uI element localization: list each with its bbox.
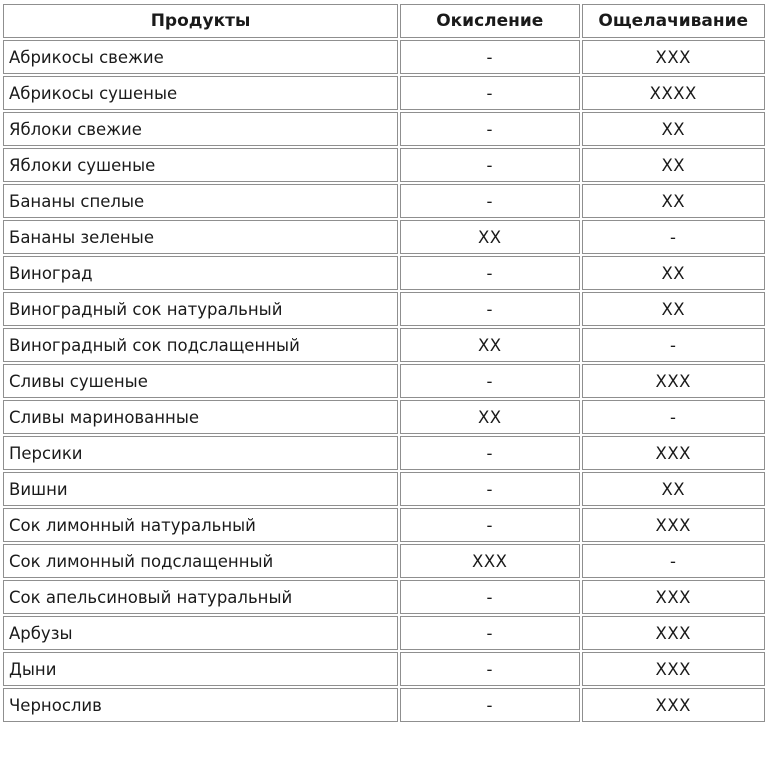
oxidation-cell: XX [400, 328, 579, 362]
product-cell: Абрикосы сушеные [3, 76, 398, 110]
table-row [3, 544, 765, 578]
table-row [3, 580, 765, 614]
product-cell: Чернослив [3, 688, 398, 722]
alkalization-cell: XX [582, 112, 766, 146]
product-cell: Персики [3, 436, 398, 470]
alkalization-cell: XX [582, 472, 766, 506]
table-row [3, 472, 765, 506]
table-row [3, 76, 765, 110]
oxidation-cell: - [400, 688, 579, 722]
alkalization-cell: XXX [582, 40, 766, 74]
oxidation-cell: - [400, 364, 579, 398]
oxidation-cell: - [400, 148, 579, 182]
oxidation-cell: - [400, 652, 579, 686]
product-cell: Яблоки сушеные [3, 148, 398, 182]
alkalization-cell: XXX [582, 616, 766, 650]
oxidation-cell: - [400, 436, 579, 470]
product-cell: Сок лимонный натуральный [3, 508, 398, 542]
oxidation-cell: XX [400, 220, 579, 254]
product-cell: Виноградный сок натуральный [3, 292, 398, 326]
alkalization-cell: XXX [582, 436, 766, 470]
alkalization-cell: XXX [582, 652, 766, 686]
oxidation-cell: - [400, 76, 579, 110]
oxidation-cell: - [400, 616, 579, 650]
oxidation-cell: - [400, 580, 579, 614]
product-cell: Сок лимонный подслащенный [3, 544, 398, 578]
table-row [3, 292, 765, 326]
alkalization-cell: - [582, 328, 766, 362]
alkalization-cell: XXX [582, 364, 766, 398]
product-cell: Сливы маринованные [3, 400, 398, 434]
header-oxidation: Окисление [400, 4, 579, 38]
alkalization-cell: XXX [582, 580, 766, 614]
oxidation-cell: - [400, 292, 579, 326]
oxidation-cell: - [400, 472, 579, 506]
product-cell: Виноград [3, 256, 398, 290]
table-row [3, 328, 765, 362]
table-row [3, 256, 765, 290]
product-cell: Вишни [3, 472, 398, 506]
table-row [3, 148, 765, 182]
alkalization-cell: - [582, 544, 766, 578]
header-alkalization: Ощелачивание [582, 4, 766, 38]
header-product: Продукты [3, 4, 398, 38]
oxidation-cell: - [400, 256, 579, 290]
product-cell: Абрикосы свежие [3, 40, 398, 74]
product-cell: Дыни [3, 652, 398, 686]
alkalization-cell: XXXX [582, 76, 766, 110]
oxidation-cell: - [400, 508, 579, 542]
alkalization-cell: XXX [582, 688, 766, 722]
table-row [3, 688, 765, 722]
table-row [3, 616, 765, 650]
alkalization-cell: - [582, 400, 766, 434]
product-cell: Бананы спелые [3, 184, 398, 218]
alkalization-cell: XX [582, 184, 766, 218]
table-body [3, 40, 765, 722]
alkalization-cell: XXX [582, 508, 766, 542]
table-row [3, 400, 765, 434]
oxidation-cell: - [400, 40, 579, 74]
header-row [3, 4, 765, 38]
oxidation-cell: XX [400, 400, 579, 434]
alkalization-cell: XX [582, 256, 766, 290]
alkalization-cell: - [582, 220, 766, 254]
oxidation-cell: - [400, 184, 579, 218]
table-row [3, 436, 765, 470]
table-row [3, 364, 765, 398]
oxidation-cell: - [400, 112, 579, 146]
product-cell: Яблоки свежие [3, 112, 398, 146]
product-cell: Сок апельсиновый натуральный [3, 580, 398, 614]
product-cell: Сливы сушеные [3, 364, 398, 398]
table-row [3, 508, 765, 542]
oxidation-cell: XXX [400, 544, 579, 578]
alkalization-cell: XX [582, 292, 766, 326]
table-row [3, 40, 765, 74]
product-cell: Виноградный сок подслащенный [3, 328, 398, 362]
table-row [3, 220, 765, 254]
table-row [3, 652, 765, 686]
table-row [3, 112, 765, 146]
product-cell: Арбузы [3, 616, 398, 650]
product-cell: Бананы зеленые [3, 220, 398, 254]
products-table [1, 2, 767, 724]
alkalization-cell: XX [582, 148, 766, 182]
table-row [3, 184, 765, 218]
